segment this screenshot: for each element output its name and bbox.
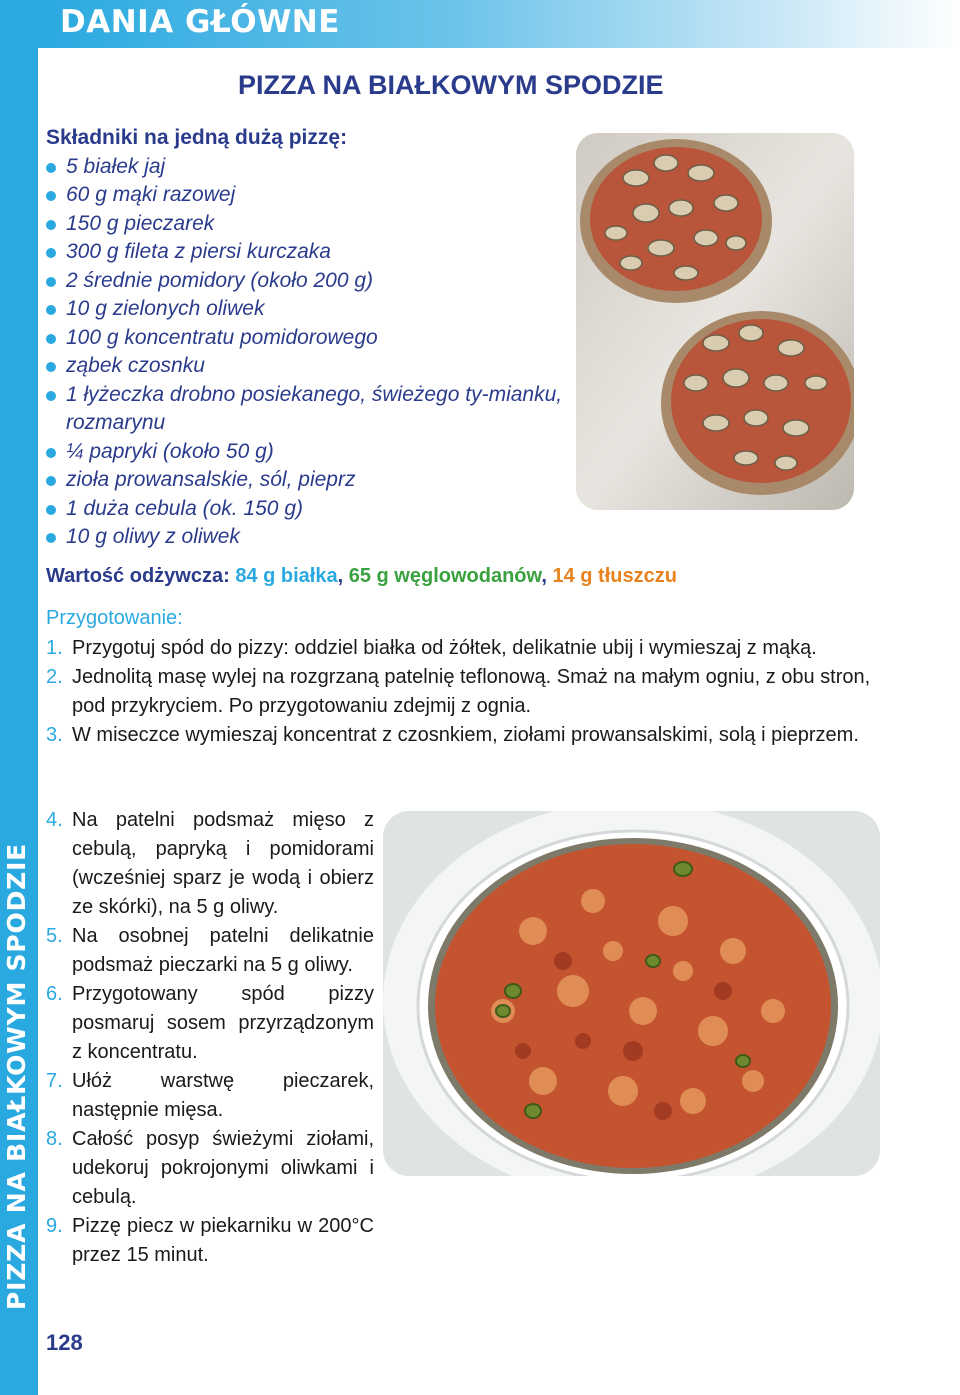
bullet-icon: [46, 248, 56, 258]
nutrition-fat: 14 g tłuszczu: [552, 565, 677, 587]
step-item: 2. Jednolitą masę wylej na rozgrzaną patelnię teflonową. Smaż na małym ogniu, z obu stron, pod przykryciem. Po przygotowaniu zdejmij z ognia.: [46, 663, 896, 721]
step-item: 5. Na osobnej patelni delikatnie podsmaż pieczarki na 5 g oliwy.: [46, 922, 374, 980]
ingredients-section: [46, 124, 586, 552]
step-number: 1.: [46, 637, 63, 659]
bullet-icon: [46, 163, 56, 173]
step-number: 6.: [46, 983, 63, 1005]
finished-pizza-photo: [383, 811, 880, 1176]
bullet-icon: [46, 334, 56, 344]
step-item: 1. Przygotuj spód do pizzy: oddziel białka od żółtek, delikatnie ubij i wymieszaj z mąką.: [46, 634, 896, 663]
ingredients-header: Składniki na jedną dużą pizzę:: [46, 126, 348, 149]
nutrition-label: Wartość odżywcza:: [46, 565, 230, 587]
step-number: 2.: [46, 666, 63, 688]
nutrition-carbs: 65 g węglowodanów: [348, 565, 542, 587]
bullet-icon: [46, 220, 56, 230]
bullet-icon: [46, 505, 56, 515]
nutrition-info: Wartość odżywcza: 84 g białka, 65 g węglowodanów, 14 g tłuszczu: [46, 565, 677, 587]
ingredient-item: 10 g zielonych oliwek: [46, 295, 586, 324]
bullet-icon: [46, 476, 56, 486]
ingredient-item: 150 g pieczarek: [46, 210, 586, 239]
step-item: 6. Przygotowany spód pizzy posmaruj sosem przyrządzonym z koncentratu.: [46, 980, 374, 1067]
bullet-icon: [46, 305, 56, 315]
bullet-icon: [46, 391, 56, 401]
ingredient-item: 100 g koncentratu pomidorowego: [46, 324, 586, 353]
nutrition-protein: 84 g białka: [235, 565, 338, 587]
pizza-bases-photo: [576, 133, 854, 510]
step-item: 7. Ułóż warstwę pieczarek, następnie mięsa.: [46, 1067, 374, 1125]
bullet-icon: [46, 448, 56, 458]
section-title: DANIA GŁÓWNE: [60, 4, 340, 40]
step-number: 3.: [46, 724, 63, 746]
finished-pizza-illustration: [383, 811, 880, 1176]
bullet-icon: [46, 533, 56, 543]
ingredients-list: [46, 153, 586, 552]
step-item: 8. Całość posyp świeżymi ziołami, udekoruj pokrojonymi oliwkami i cebulą.: [46, 1125, 374, 1212]
bullet-icon: [46, 362, 56, 372]
step-number: 8.: [46, 1128, 63, 1150]
step-number: 7.: [46, 1070, 63, 1092]
ingredient-item: 10 g oliwy z oliwek: [46, 523, 586, 552]
bullet-icon: [46, 277, 56, 287]
step-number: 4.: [46, 809, 63, 831]
bullet-icon: [46, 191, 56, 201]
ingredient-item: 1 łyżeczka drobno posiekanego, świeżego ty-mianku, rozmarynu: [46, 381, 576, 438]
recipe-title: PIZZA NA BIAŁKOWYM SPODZIE: [238, 70, 664, 100]
ingredient-item: 300 g fileta z piersi kurczaka: [46, 238, 586, 267]
ingredient-item: 2 średnie pomidory (około 200 g): [46, 267, 586, 296]
ingredient-item: 1 duża cebula (ok. 150 g): [46, 495, 586, 524]
step-item: 4. Na patelni podsmaż mięso z cebulą, papryką i pomidorami (wcześniej sparz je wodą i obierz ze skórki), na 5 g oliwy.: [46, 806, 374, 922]
page-number: 128: [46, 1330, 83, 1355]
step-number: 9.: [46, 1215, 63, 1237]
step-number: 5.: [46, 925, 63, 947]
ingredient-item: ¼ papryki (około 50 g): [46, 438, 586, 467]
preparation-steps-wide: [46, 634, 896, 750]
preparation-steps-narrow: [46, 806, 374, 1270]
step-item: 3. W miseczce wymieszaj koncentrat z czosnkiem, ziołami prowansalskimi, solą i pieprzem.: [46, 721, 896, 750]
ingredient-item: zioła prowansalskie, sól, pieprz: [46, 466, 586, 495]
pizza-bases-illustration: [576, 133, 854, 510]
ingredient-item: ząbek czosnku: [46, 352, 586, 381]
ingredient-item: 5 białek jaj: [46, 153, 586, 182]
ingredient-item: 60 g mąki razowej: [46, 181, 586, 210]
vertical-side-title: PIZZA NA BIAŁKOWYM SPODZIE: [2, 842, 31, 1310]
preparation-header: Przygotowanie:: [46, 607, 183, 629]
step-item: 9. Pizzę piecz w piekarniku w 200°C przez 15 minut.: [46, 1212, 374, 1270]
